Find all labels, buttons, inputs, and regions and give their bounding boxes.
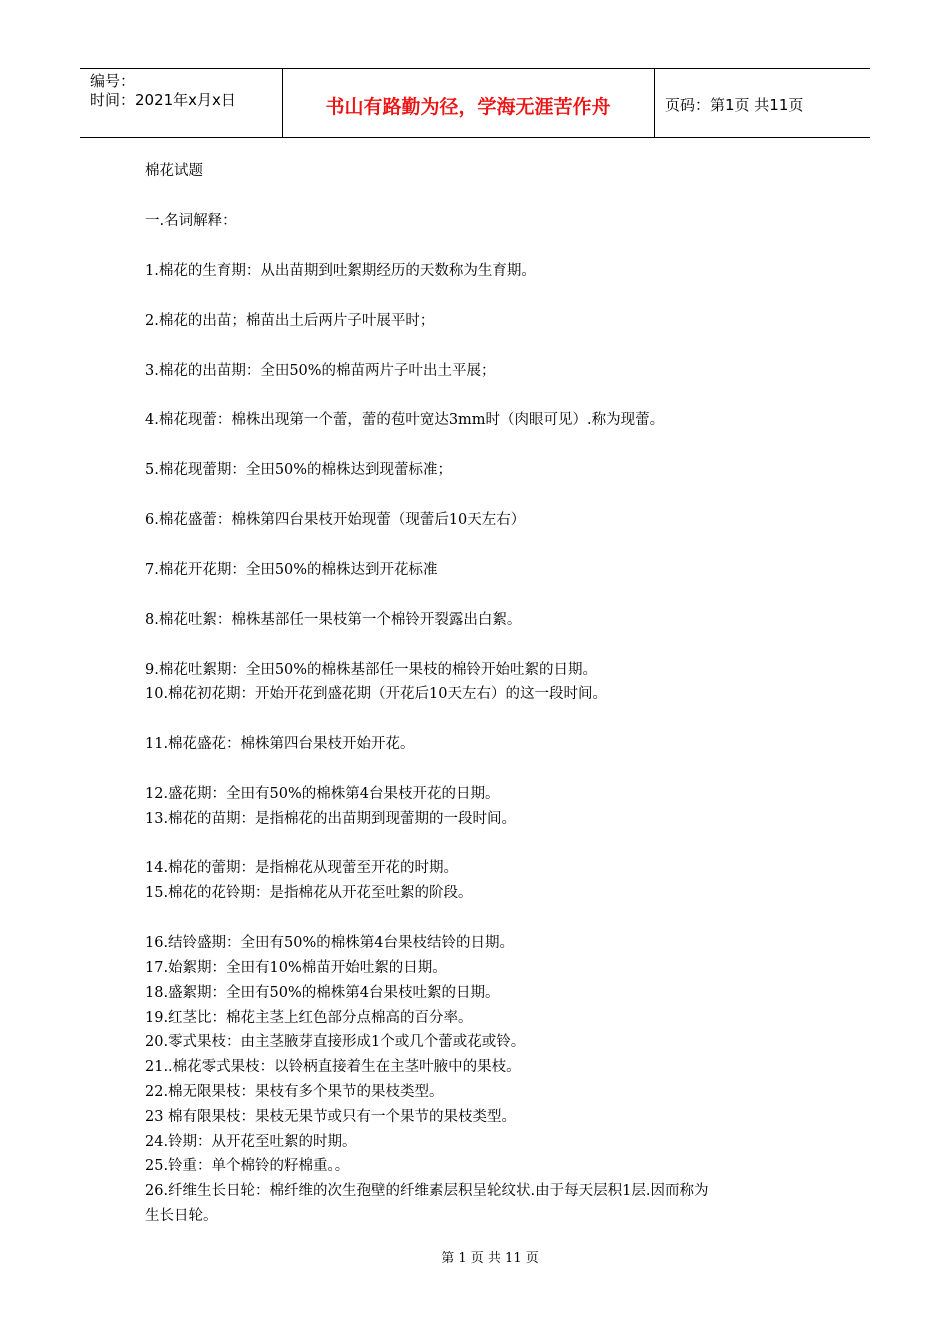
list-item: 21..棉花零式果枝：以铃柄直接着生在主茎叶腋中的果枝。: [145, 1059, 521, 1075]
list-item: 23 棉有限果枝：果枝无果节或只有一个果节的果枝类型。: [145, 1109, 517, 1125]
page-footer: 第 1 页 共 11 页: [441, 1251, 539, 1266]
list-item: 10.棉花初花期：开始开花到盛花期（开花后10天左右）的这一段时间。: [145, 686, 608, 702]
document-title: 棉花试题: [145, 163, 203, 179]
list-item: 26.纤维生长日轮：棉纤维的次生孢壁的纤维素层积呈轮纹状.由于每天层积1层.因而称为: [145, 1183, 709, 1199]
list-item: 25.铃重：单个棉铃的籽棉重。。: [145, 1158, 350, 1174]
list-item: 13.棉花的苗期：是指棉花的出苗期到现蕾期的一段时间。: [145, 811, 517, 827]
list-item: 22.棉无限果枝：果枝有多个果节的果枝类型。: [145, 1084, 444, 1100]
list-item: 14.棉花的蕾期：是指棉花从现蕾至开花的时期。: [145, 860, 459, 876]
header-slogan: 书山有路勤为径，学海无涯苦作舟: [325, 96, 611, 118]
list-item: 11.棉花盛花：棉株第四台果枝开始开花。: [145, 736, 415, 752]
list-item: 12.盛花期：全田有50%的棉株第4台果枝开花的日期。: [145, 786, 500, 802]
page-header: [80, 68, 870, 138]
list-item: 2.棉花的出苗；棉苗出土后两片子叶展平时；: [145, 313, 435, 329]
list-item: 19.红茎比：棉花主茎上红色部分点棉高的百分率。: [145, 1010, 473, 1026]
list-item: 17.始絮期：全田有10%棉苗开始吐絮的日期。: [145, 960, 447, 976]
list-item: 9.棉花吐絮期：全田50%的棉株基部任一果枝的棉铃开始吐絮的日期。: [145, 662, 598, 678]
list-item: 6.棉花盛蕾：棉株第四台果枝开始现蕾（现蕾后10天左右）: [145, 512, 526, 528]
document-number-label: 编号：: [90, 72, 136, 90]
document-date-label: 时间：2021年x月x日: [90, 91, 236, 109]
header-page-cell: [655, 69, 870, 137]
section-heading: 一.名词解释：: [145, 213, 237, 229]
list-item: 4.棉花现蕾：棉株出现第一个蕾，蕾的苞叶宽达3mm时（肉眼可见）.称为现蕾。: [145, 412, 665, 428]
list-item: 1.棉花的生育期：从出苗期到吐絮期经历的天数称为生育期。: [145, 263, 536, 279]
list-item: 8.棉花吐絮：棉株基部任一果枝第一个棉铃开裂露出白絮。: [145, 612, 522, 628]
list-item-continuation: 生长日轮。: [145, 1208, 218, 1224]
list-item: 24.铃期：从开花至吐絮的时期。: [145, 1134, 357, 1150]
list-item: 5.棉花现蕾期：全田50%的棉株达到现蕾标准；: [145, 462, 453, 478]
list-item: 18.盛絮期：全田有50%的棉株第4台果枝吐絮的日期。: [145, 985, 500, 1001]
header-page-info: 页码：第1页 共11页: [665, 96, 804, 114]
list-item: 15.棉花的花铃期：是指棉花从开花至吐絮的阶段。: [145, 885, 473, 901]
list-item: 16.结铃盛期：全田有50%的棉株第4台果枝结铃的日期。: [145, 935, 515, 951]
header-info-cell: [80, 69, 283, 137]
list-item: 20.零式果枝：由主茎腋芽直接形成1个或几个蕾或花或铃。: [145, 1034, 526, 1050]
list-item: 3.棉花的出苗期：全田50%的棉苗两片子叶出土平展；: [145, 363, 496, 379]
header-slogan-cell: [282, 69, 655, 137]
list-item: 7.棉花开花期：全田50%的棉株达到开花标准: [145, 562, 438, 578]
